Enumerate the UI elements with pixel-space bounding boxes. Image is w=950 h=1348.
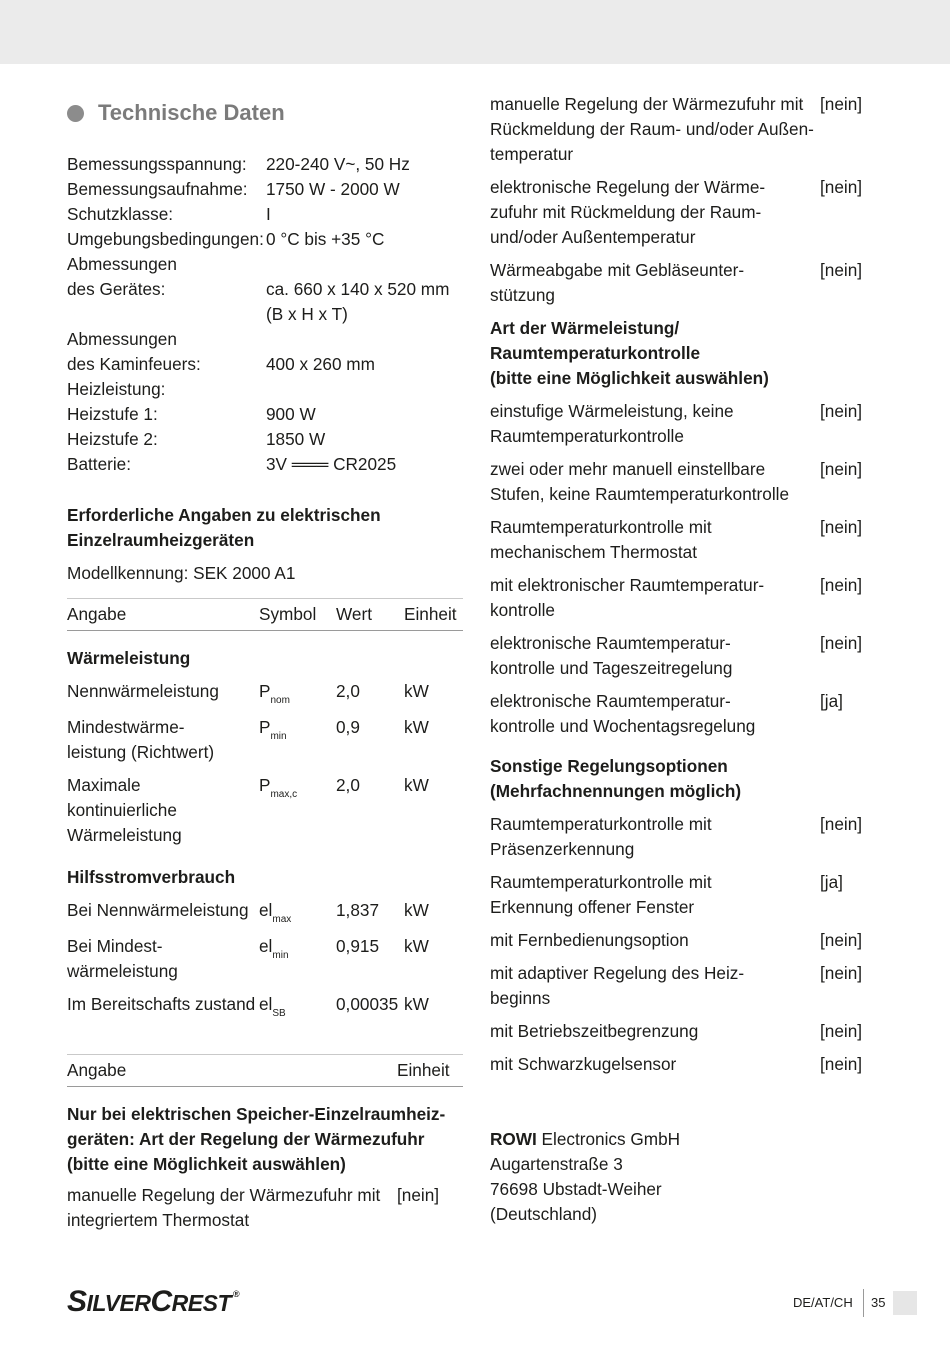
option-text: mit Schwarzkugelsensor xyxy=(490,1054,677,1074)
other-heading: Sonstige Regelungsoptionen (Mehrfachnennungen möglich) xyxy=(490,756,742,801)
bullet-icon xyxy=(67,105,84,122)
table-row xyxy=(67,773,463,848)
option-answer: [nein] xyxy=(820,633,863,653)
spec-key: Heizstufe 2: xyxy=(67,429,158,449)
row-label: Nennwärmeleistung xyxy=(67,681,219,701)
spec-value: 1850 W xyxy=(266,429,326,449)
row-value: 0,915 xyxy=(336,936,380,956)
option-text: zwei oder mehr manuell einstellbare Stufen, keine Raumtemperaturkontrolle xyxy=(490,459,790,504)
room-options xyxy=(490,399,870,739)
spec-key: Bemessungsaufnahme: xyxy=(67,179,248,199)
option-answer: [nein] xyxy=(820,930,863,950)
option-row xyxy=(490,175,870,250)
table-row xyxy=(67,715,463,765)
country: (Deutschland) xyxy=(490,1204,597,1224)
page-number: 35 xyxy=(871,1295,886,1310)
option-answer: [nein] xyxy=(820,963,863,983)
storage-option xyxy=(67,1183,463,1233)
spec-row xyxy=(67,327,463,352)
th2-angabe: Angabe xyxy=(67,1060,127,1080)
header-bar xyxy=(0,0,950,64)
option-text: manuelle Regelung der Wärmezufuhr mit integriertem Thermostat xyxy=(67,1185,381,1230)
table-row xyxy=(67,679,463,707)
spec-row xyxy=(67,202,463,227)
row-label: Maximale kontinuierliche Wärmeleistung xyxy=(67,775,182,845)
option-row xyxy=(490,812,870,862)
street: Augartenstraße 3 xyxy=(490,1154,623,1174)
symbol-subscript: nom xyxy=(270,695,290,706)
table-row xyxy=(67,934,463,984)
table2-header xyxy=(67,1054,463,1087)
footer-lang: DE/AT/CH xyxy=(793,1295,853,1310)
option-row xyxy=(490,928,870,953)
row-label: Bei Nennwärmeleistung xyxy=(67,900,249,920)
spec-key: Schutzklasse: xyxy=(67,204,174,224)
address-block xyxy=(490,1127,870,1227)
city: 76698 Ubstadt-Weiher xyxy=(490,1179,662,1199)
heat-rows xyxy=(67,679,463,848)
row-value: 0,00035 xyxy=(336,994,399,1014)
spec-row xyxy=(67,252,463,277)
heat-heading: Wärmeleistung xyxy=(67,648,191,668)
th-wert: Wert xyxy=(336,604,372,624)
option-row xyxy=(490,515,870,565)
th-einheit: Einheit xyxy=(404,604,457,624)
option-row xyxy=(490,1052,870,1077)
symbol-subscript: min xyxy=(270,731,287,742)
spec-value: 0 °C bis +35 °C xyxy=(266,229,385,249)
spec-value: 220-240 V~, 50 Hz xyxy=(266,154,410,174)
footer-tab-box xyxy=(893,1291,917,1315)
section-title xyxy=(67,100,463,126)
option-text: elektronische Regelung der Wärme- zufuhr mit Rückmeldung der Raum- und/oder Außentemperatur xyxy=(490,177,766,247)
table-header xyxy=(67,598,463,631)
option-answer: [ja] xyxy=(820,691,843,711)
table-row xyxy=(67,992,463,1020)
spec-key: Abmessungen xyxy=(67,329,177,349)
option-answer: [nein] xyxy=(820,94,863,114)
required-heading: Erforderliche Angaben zu elektrischen Einzelraumheizgeräten xyxy=(67,505,381,550)
symbol-letter: el xyxy=(259,936,273,956)
row-value: 2,0 xyxy=(336,775,360,795)
th-angabe: Angabe xyxy=(67,604,127,624)
row-unit: kW xyxy=(404,900,429,920)
option-row xyxy=(490,1019,870,1044)
row-value: 2,0 xyxy=(336,681,360,701)
storage-heading: Nur bei elektrischen Speicher-Einzelraumheiz- geräten: Art der Regelung der Wärmezufuhr (bitte eine Möglichkeit auswählen) xyxy=(67,1104,446,1174)
spec-row xyxy=(67,177,463,202)
row-unit: kW xyxy=(404,994,429,1014)
option-row xyxy=(490,92,870,167)
th-symbol: Symbol xyxy=(259,604,317,624)
left-column xyxy=(67,98,463,1233)
option-row xyxy=(490,961,870,1011)
option-text: mit Fernbedienungsoption xyxy=(490,930,689,950)
spec-key: des Kaminfeuers: xyxy=(67,354,201,374)
silvercrest-logo: SILVERCREST ® xyxy=(67,1285,240,1318)
option-row xyxy=(490,631,870,681)
spec-value: 3V ═══ CR2025 xyxy=(266,454,397,474)
option-answer: [nein] xyxy=(820,1054,863,1074)
symbol-subscript: max xyxy=(272,914,292,925)
option-row xyxy=(490,870,870,920)
spec-value xyxy=(266,327,463,352)
row-label: Im Bereitschafts zustand xyxy=(67,994,256,1014)
spec-value xyxy=(266,252,463,277)
symbol-letter: P xyxy=(259,775,271,795)
row-symbol xyxy=(259,715,336,765)
option-text: manuelle Regelung der Wärmezufuhr mit Rückmeldung der Raum- und/oder Außen- temperatur xyxy=(490,94,814,164)
option-answer: [nein] xyxy=(397,1185,440,1205)
spec-value: 900 W xyxy=(266,404,316,424)
symbol-subscript: SB xyxy=(272,1008,286,1019)
right-top-options xyxy=(490,92,870,308)
spec-value: I xyxy=(266,204,271,224)
spec-row xyxy=(67,402,463,427)
section-title-text: Technische Daten xyxy=(98,100,285,125)
row-unit: kW xyxy=(404,717,429,737)
option-answer: [nein] xyxy=(820,401,863,421)
option-answer: [nein] xyxy=(820,260,863,280)
option-answer: [nein] xyxy=(820,575,863,595)
option-row xyxy=(490,573,870,623)
row-unit: kW xyxy=(404,681,429,701)
row-symbol xyxy=(259,773,336,848)
spec-key: Heizleistung: xyxy=(67,379,166,399)
table-row xyxy=(67,898,463,926)
symbol-letter: P xyxy=(259,681,271,701)
spec-value xyxy=(266,377,463,402)
spec-row xyxy=(67,227,463,252)
other-options xyxy=(490,812,870,1077)
row-value: 0,9 xyxy=(336,717,360,737)
spec-row xyxy=(67,352,463,377)
option-answer: [nein] xyxy=(820,814,863,834)
spec-value: ca. 660 x 140 x 520 mm xyxy=(266,279,450,299)
option-answer: [nein] xyxy=(820,1021,863,1041)
spec-value: 400 x 260 mm xyxy=(266,354,375,374)
spec-key xyxy=(67,302,266,327)
row-value: 1,837 xyxy=(336,900,380,920)
option-text: Raumtemperaturkontrolle mit Erkennung offener Fenster xyxy=(490,872,712,917)
row-symbol xyxy=(259,679,336,707)
option-row xyxy=(490,399,870,449)
row-symbol xyxy=(259,992,336,1020)
spec-key: des Gerätes: xyxy=(67,279,166,299)
option-row xyxy=(490,689,870,739)
th2-einheit: Einheit xyxy=(397,1060,450,1080)
option-answer: [ja] xyxy=(820,872,843,892)
row-symbol xyxy=(259,898,336,926)
option-answer: [nein] xyxy=(820,459,863,479)
option-row xyxy=(490,258,870,308)
model-id: Modellkennung: SEK 2000 A1 xyxy=(67,563,296,583)
row-unit: kW xyxy=(404,936,429,956)
spec-value: (B x H x T) xyxy=(266,304,348,324)
option-answer: [nein] xyxy=(820,177,863,197)
room-heading: Art der Wärmeleistung/ Raumtemperaturkontrolle (bitte eine Möglichkeit auswählen) xyxy=(490,318,769,388)
right-column xyxy=(490,92,870,1227)
spec-row xyxy=(67,427,463,452)
spec-value: 1750 W - 2000 W xyxy=(266,179,400,199)
option-text: elektronische Raumtemperatur- kontrolle und Tageszeitregelung xyxy=(490,633,733,678)
spec-key: Umgebungsbedingungen: xyxy=(67,229,264,249)
option-text: einstufige Wärmeleistung, keine Raumtemperaturkontrolle xyxy=(490,401,734,446)
option-text: Raumtemperaturkontrolle mit Präsenzerkennung xyxy=(490,814,712,859)
aux-heading: Hilfsstromverbrauch xyxy=(67,867,236,887)
row-label: Bei Mindest- wärmeleistung xyxy=(67,936,178,981)
spec-key: Abmessungen xyxy=(67,254,177,274)
symbol-letter: el xyxy=(259,900,273,920)
option-text: mit elektronischer Raumtemperatur- kontrolle xyxy=(490,575,765,620)
option-row xyxy=(490,457,870,507)
spec-row xyxy=(67,152,463,177)
company-name: ROWI Electronics GmbH xyxy=(490,1129,681,1149)
row-unit: kW xyxy=(404,775,429,795)
spec-row xyxy=(67,377,463,402)
option-answer: [nein] xyxy=(820,517,863,537)
row-symbol xyxy=(259,934,336,984)
option-text: Raumtemperaturkontrolle mit mechanischem Thermostat xyxy=(490,517,712,562)
aux-rows xyxy=(67,898,463,1020)
spec-key: Heizstufe 1: xyxy=(67,404,158,424)
symbol-letter: P xyxy=(259,717,271,737)
spec-row xyxy=(67,302,463,327)
option-text: elektronische Raumtemperatur- kontrolle und Wochentagsregelung xyxy=(490,691,756,736)
spec-row xyxy=(67,277,463,302)
footer-divider xyxy=(863,1289,864,1317)
option-text: mit adaptiver Regelung des Heiz- beginns xyxy=(490,963,745,1008)
option-text: Wärmeabgabe mit Gebläseunter- stützung xyxy=(490,260,745,305)
spec-key: Batterie: xyxy=(67,454,132,474)
symbol-subscript: min xyxy=(272,950,289,961)
symbol-letter: el xyxy=(259,994,273,1014)
option-text: mit Betriebszeitbegrenzung xyxy=(490,1021,699,1041)
spec-key: Bemessungsspannung: xyxy=(67,154,247,174)
symbol-subscript: max,c xyxy=(270,789,298,800)
spec-row xyxy=(67,452,463,477)
spec-list xyxy=(67,152,463,477)
row-label: Mindestwärme- leistung (Richtwert) xyxy=(67,717,215,762)
